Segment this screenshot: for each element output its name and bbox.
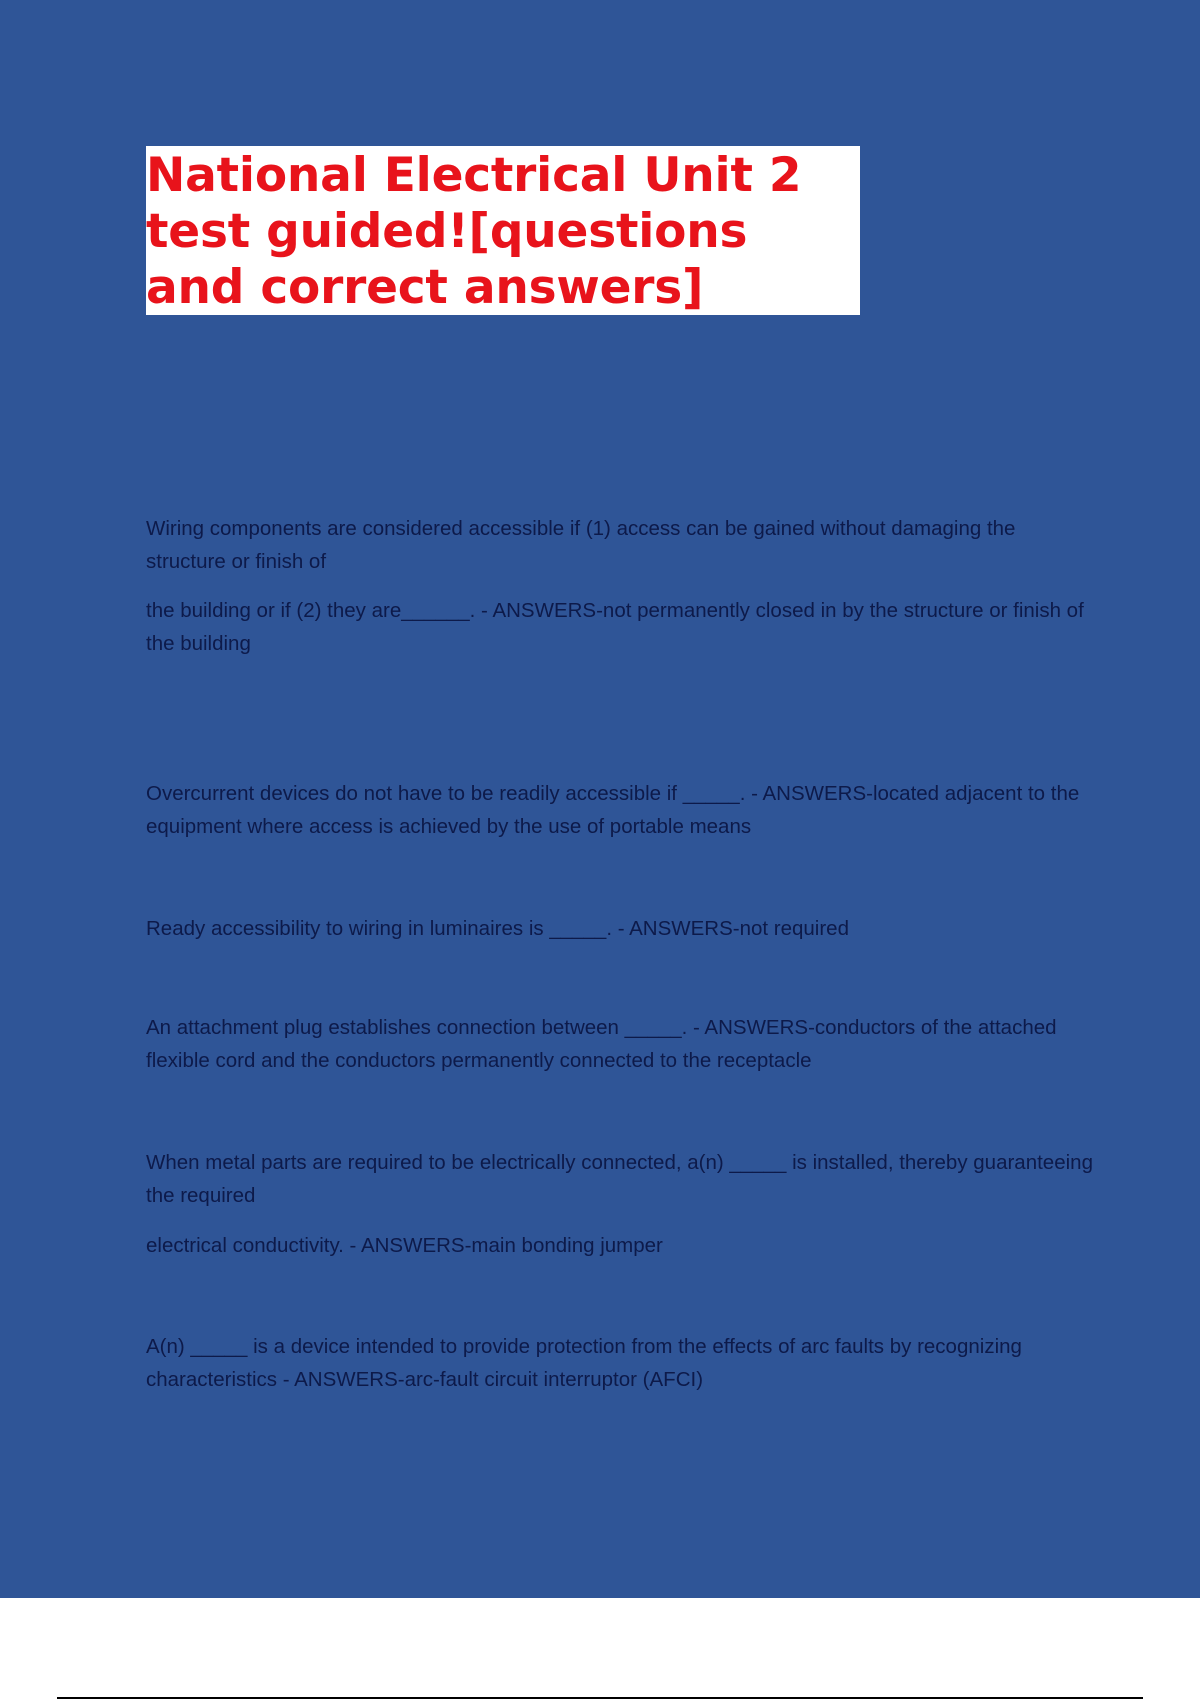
bottom-divider [57,1697,1143,1699]
qa-item-5-question: When metal parts are required to be electrically connected, a(n) _____ is installed, thereby guaranteeing the required [146,1151,1093,1207]
qa-item-1-answer: the building or if (2) they are______. - ANSWERS-not permanently closed in by the structure or finish of the building [146,599,1084,655]
qa-item-4: An attachment plug establishes connection between _____. - ANSWERS-conductors of the attached flexible cord and the conductors permanently connected to the receptacle [146,1016,1057,1072]
document-title [146,146,860,315]
qa-item-2: Overcurrent devices do not have to be readily accessible if _____. - ANSWERS-located adjacent to the equipment where access is achieved by the use of portable means [146,782,1080,838]
qa-item-3: Ready accessibility to wiring in luminaires is _____. - ANSWERS-not required [146,917,849,940]
title-line-2: test guided![questions [146,204,748,259]
title-line-3: and correct answers] [146,260,704,315]
qa-item-5-answer: electrical conductivity. - ANSWERS-main bonding jumper [146,1234,663,1257]
title-line-1: National Electrical Unit 2 [146,148,802,203]
qa-item-6: A(n) _____ is a device intended to provide protection from the effects of arc faults by recognizing characteristics - ANSWERS-arc-fault circuit interruptor (AFCI) [146,1335,1022,1391]
qa-item-1-question: Wiring components are considered accessible if (1) access can be gained without damaging the structure or finish of [146,517,1016,573]
